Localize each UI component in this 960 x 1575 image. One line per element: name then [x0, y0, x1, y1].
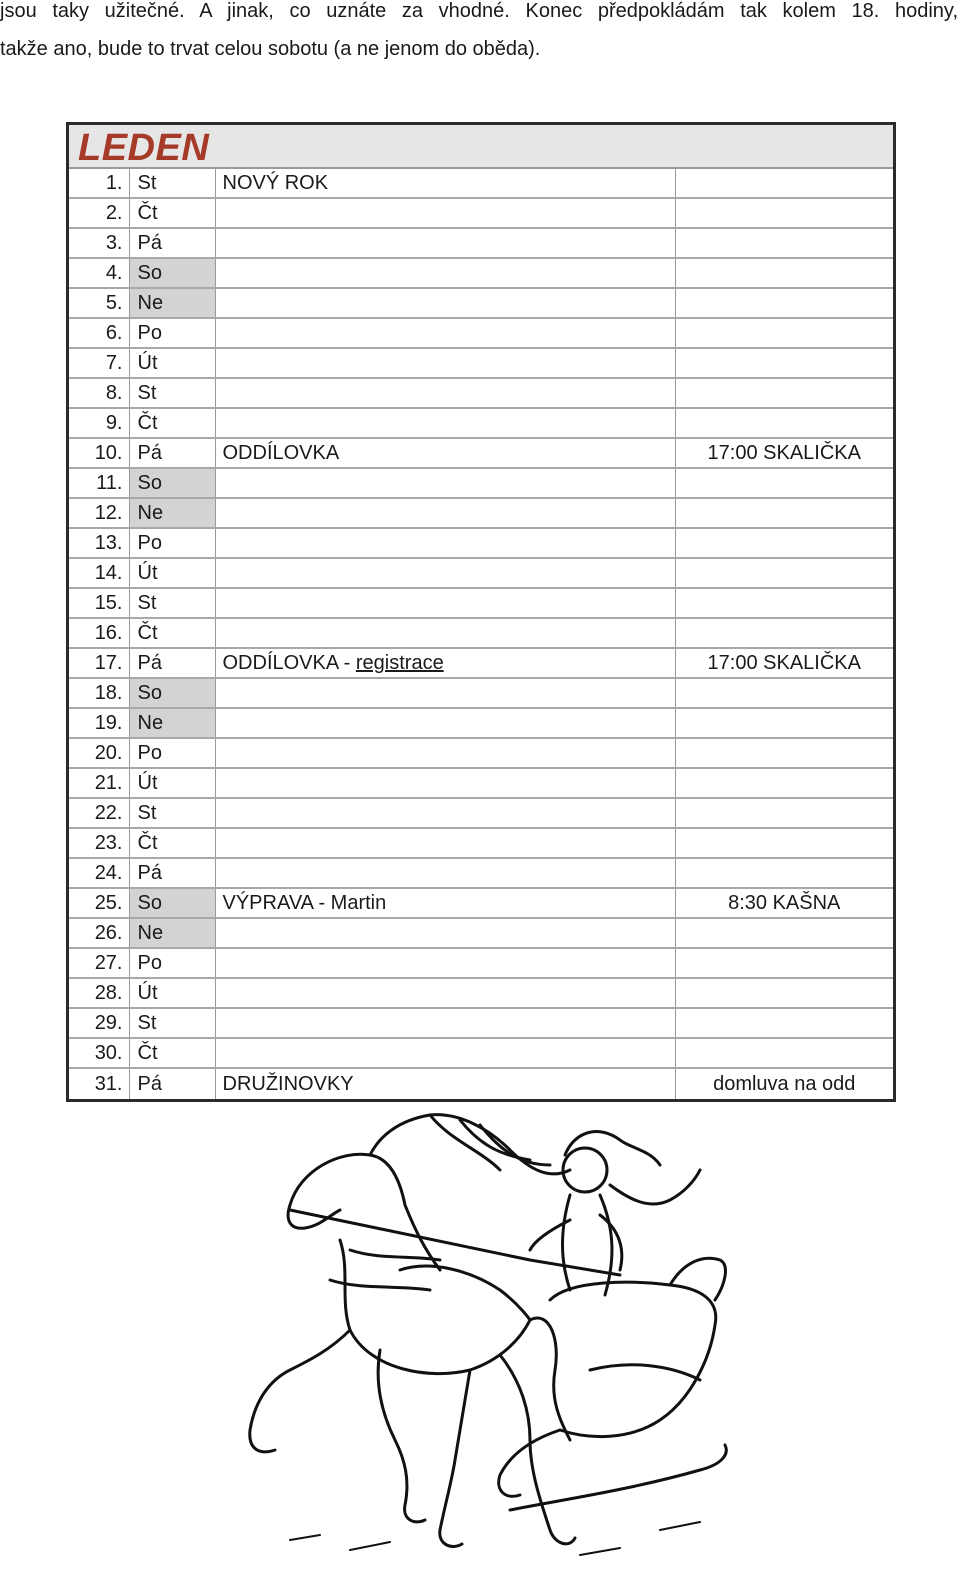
calendar-row	[69, 378, 893, 408]
calendar-row	[69, 948, 893, 978]
weekday-name: Pá	[129, 648, 215, 678]
event-location	[675, 468, 893, 498]
event-location	[675, 169, 893, 198]
day-number: 30.	[69, 1038, 129, 1068]
weekday-name: Út	[129, 768, 215, 798]
event-location	[675, 918, 893, 948]
event-name	[215, 228, 675, 258]
weekday-name: St	[129, 169, 215, 198]
day-number: 27.	[69, 948, 129, 978]
calendar-row	[69, 408, 893, 438]
weekday-name: St	[129, 588, 215, 618]
event-location	[675, 558, 893, 588]
event-name	[215, 378, 675, 408]
calendar-row	[69, 498, 893, 528]
weekday-name: St	[129, 798, 215, 828]
day-number: 29.	[69, 1008, 129, 1038]
weekday-name: Čt	[129, 408, 215, 438]
day-number: 3.	[69, 228, 129, 258]
event-name	[215, 948, 675, 978]
day-number: 25.	[69, 888, 129, 918]
weekday-name: Út	[129, 348, 215, 378]
calendar-row	[69, 708, 893, 738]
event-location: 17:00 SKALIČKA	[675, 438, 893, 468]
event-text: ODDÍLOVKA -	[222, 652, 356, 674]
weekday-name: Ne	[129, 498, 215, 528]
registration-link[interactable]: registrace	[355, 652, 444, 674]
event-location	[675, 318, 893, 348]
event-location	[675, 768, 893, 798]
event-name	[215, 918, 675, 948]
weekday-name: Pá	[129, 1068, 215, 1099]
day-number: 31.	[69, 1068, 129, 1099]
month-calendar	[66, 122, 896, 1102]
event-name	[215, 708, 675, 738]
month-title: LEDEN	[78, 127, 210, 169]
event-location	[675, 498, 893, 528]
weekday-name: Ne	[129, 288, 215, 318]
weekday-name: So	[129, 678, 215, 708]
event-location	[675, 738, 893, 768]
event-name	[215, 258, 675, 288]
event-location	[675, 798, 893, 828]
calendar-row	[69, 678, 893, 708]
event-location: 17:00 SKALIČKA	[675, 648, 893, 678]
event-name	[215, 858, 675, 888]
calendar-row	[69, 888, 893, 918]
calendar-row	[69, 228, 893, 258]
day-number: 7.	[69, 348, 129, 378]
calendar-row	[69, 738, 893, 768]
event-name	[215, 768, 675, 798]
event-text: ODDÍLOVKA	[222, 442, 340, 464]
event-name	[215, 888, 675, 918]
event-location	[675, 348, 893, 378]
event-location	[675, 378, 893, 408]
day-number: 11.	[69, 468, 129, 498]
day-number: 17.	[69, 648, 129, 678]
horse-sleigh-drawing	[230, 1110, 740, 1570]
day-number: 6.	[69, 318, 129, 348]
event-location	[675, 858, 893, 888]
event-name	[215, 618, 675, 648]
event-name	[215, 288, 675, 318]
calendar-row	[69, 858, 893, 888]
day-number: 26.	[69, 918, 129, 948]
calendar-row	[69, 768, 893, 798]
day-number: 15.	[69, 588, 129, 618]
event-location	[675, 708, 893, 738]
calendar-table	[69, 169, 893, 1099]
day-number: 28.	[69, 978, 129, 1008]
calendar-row	[69, 198, 893, 228]
calendar-row	[69, 1008, 893, 1038]
calendar-row	[69, 618, 893, 648]
event-location	[675, 618, 893, 648]
calendar-row	[69, 828, 893, 858]
weekday-name: St	[129, 1008, 215, 1038]
event-name	[215, 169, 675, 198]
event-name	[215, 348, 675, 378]
calendar-row	[69, 528, 893, 558]
day-number: 18.	[69, 678, 129, 708]
event-location	[675, 678, 893, 708]
event-text: NOVÝ ROK	[222, 172, 329, 194]
calendar-row	[69, 978, 893, 1008]
event-name	[215, 198, 675, 228]
day-number: 24.	[69, 858, 129, 888]
weekday-name: Pá	[129, 228, 215, 258]
weekday-name: Čt	[129, 618, 215, 648]
calendar-row	[69, 438, 893, 468]
event-location	[675, 1008, 893, 1038]
day-number: 14.	[69, 558, 129, 588]
weekday-name: Út	[129, 558, 215, 588]
event-text: VÝPRAVA - Martin	[222, 892, 387, 914]
event-location	[675, 198, 893, 228]
event-name	[215, 558, 675, 588]
event-location	[675, 1038, 893, 1068]
calendar-row	[69, 288, 893, 318]
event-location	[675, 948, 893, 978]
calendar-row	[69, 918, 893, 948]
event-location: domluva na odd	[713, 1073, 856, 1095]
weekday-name: Pá	[129, 858, 215, 888]
calendar-row	[69, 558, 893, 588]
weekday-name: So	[129, 888, 215, 918]
event-name	[215, 1068, 675, 1099]
event-location	[675, 258, 893, 288]
event-name	[215, 438, 675, 468]
weekday-name: Pá	[129, 438, 215, 468]
day-number: 12.	[69, 498, 129, 528]
day-number: 4.	[69, 258, 129, 288]
calendar-row	[69, 1068, 893, 1099]
day-number: 2.	[69, 198, 129, 228]
event-name	[215, 498, 675, 528]
event-name	[215, 648, 675, 678]
calendar-row	[69, 348, 893, 378]
event-name	[215, 468, 675, 498]
event-name	[215, 588, 675, 618]
event-location	[675, 828, 893, 858]
day-number: 1.	[69, 169, 129, 198]
day-number: 16.	[69, 618, 129, 648]
calendar-row	[69, 258, 893, 288]
calendar-row	[69, 318, 893, 348]
event-name	[215, 798, 675, 828]
calendar-row	[69, 798, 893, 828]
event-name	[215, 318, 675, 348]
weekday-name: Ne	[129, 918, 215, 948]
day-number: 23.	[69, 828, 129, 858]
weekday-name: Ne	[129, 708, 215, 738]
weekday-name: Po	[129, 528, 215, 558]
event-name	[215, 678, 675, 708]
calendar-row	[69, 1038, 893, 1068]
calendar-header	[69, 125, 893, 169]
day-number: 8.	[69, 378, 129, 408]
event-location	[675, 978, 893, 1008]
event-location	[675, 528, 893, 558]
event-name	[215, 528, 675, 558]
event-name	[215, 828, 675, 858]
day-number: 20.	[69, 738, 129, 768]
day-number: 19.	[69, 708, 129, 738]
intro-text	[0, 0, 960, 68]
day-number: 10.	[69, 438, 129, 468]
weekday-name: Čt	[129, 1038, 215, 1068]
event-location	[675, 228, 893, 258]
event-location	[675, 408, 893, 438]
weekday-name: Po	[129, 738, 215, 768]
day-number: 22.	[69, 798, 129, 828]
event-name	[215, 1038, 675, 1068]
calendar-row	[69, 169, 893, 198]
event-location: 8:30 KAŠNA	[675, 888, 893, 918]
day-number: 13.	[69, 528, 129, 558]
event-location	[675, 588, 893, 618]
calendar-row	[69, 648, 893, 678]
intro-line-1: jsou taky užitečné. A jinak, co uznáte za vhodné. Konec předpokládám tak kolem 18. hodiny,	[0, 0, 958, 22]
day-number: 21.	[69, 768, 129, 798]
weekday-name: Po	[129, 318, 215, 348]
weekday-name: So	[129, 258, 215, 288]
horse-sleigh-illustration	[230, 1110, 740, 1570]
event-name	[215, 1008, 675, 1038]
weekday-name: Čt	[129, 828, 215, 858]
intro-line-2: takže ano, bude to trvat celou sobotu (a ne jenom do oběda).	[0, 38, 541, 60]
day-number: 5.	[69, 288, 129, 318]
event-name	[215, 978, 675, 1008]
calendar-row	[69, 588, 893, 618]
weekday-name: Po	[129, 948, 215, 978]
event-text: DRUŽINOVKY	[222, 1073, 354, 1095]
weekday-name: So	[129, 468, 215, 498]
event-name	[215, 738, 675, 768]
weekday-name: Čt	[129, 198, 215, 228]
calendar-row	[69, 468, 893, 498]
event-location	[675, 288, 893, 318]
day-number: 9.	[69, 408, 129, 438]
event-name	[215, 408, 675, 438]
weekday-name: St	[129, 378, 215, 408]
weekday-name: Út	[129, 978, 215, 1008]
